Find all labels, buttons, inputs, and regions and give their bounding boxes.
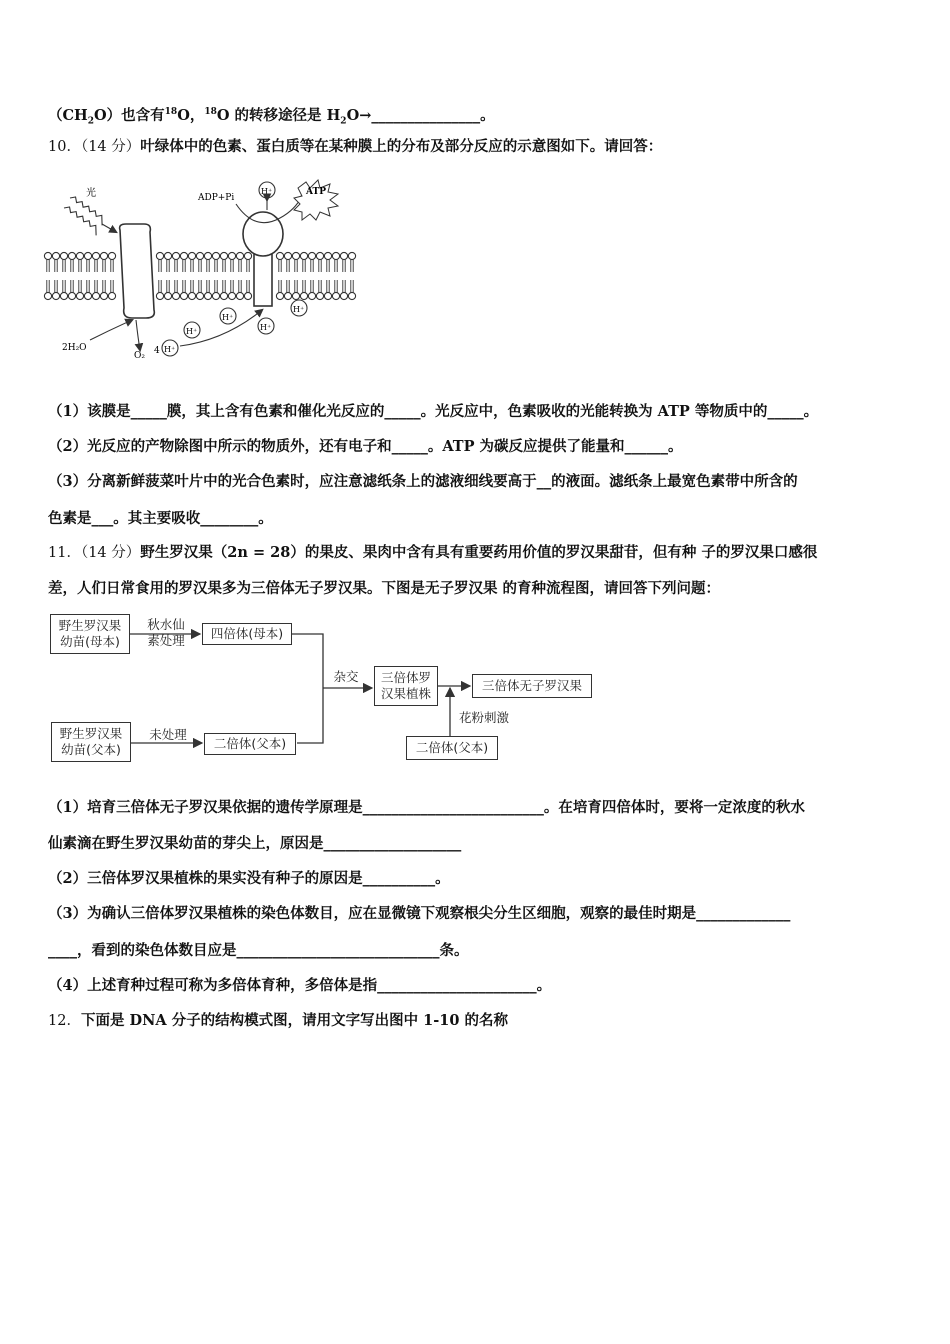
q11-header: [48, 543, 817, 563]
atp-label: ATP: [306, 187, 326, 197]
photosystem-protein: [120, 224, 155, 318]
q9-text-c: O，: [177, 106, 205, 124]
svg-text:H⁺: H⁺: [261, 187, 273, 196]
lipid-head-bottom: [332, 280, 339, 300]
lipid-head-bottom: [300, 280, 307, 300]
lipid-head-top: [204, 252, 211, 272]
lipid-head-top: [212, 252, 219, 272]
q10-score: （14 分）: [80, 139, 141, 155]
light-wave-icon: [62, 195, 116, 236]
lipid-head-top: [180, 252, 187, 272]
lipid-head-top: [68, 252, 75, 272]
o2-label: O₂: [134, 351, 145, 361]
q9-text-b: O）也含有: [94, 106, 165, 124]
q10-sub3a: （3）分离新鲜菠菜叶片中的光合色素时，应注意滤纸条上的滤液细线要高于__的液面。滤纸条上最宽色素带中所含的: [48, 473, 798, 490]
h-ion-top: [259, 182, 275, 198]
lipid-head-bottom: [100, 280, 107, 300]
lipid-head-top: [348, 252, 355, 272]
q11-number: 11．: [48, 545, 81, 561]
q9-tail-line: [48, 102, 495, 132]
box-triploid-plant: 三倍体罗 汉果植株: [374, 666, 438, 706]
lipid-head-top: [84, 252, 91, 272]
lipid-head-bottom: [172, 280, 179, 300]
q9-sub1: 2: [87, 116, 95, 127]
atp-burst-icon: [294, 180, 338, 220]
svg-text:H⁺: H⁺: [260, 323, 272, 332]
q9-sup1: 18: [164, 107, 178, 117]
label-untreated: 未处理: [149, 727, 187, 742]
lipid-head-bottom: [204, 280, 211, 300]
lipid-head-bottom: [220, 280, 227, 300]
lipid-head-bottom: [76, 280, 83, 300]
lipid-head-top: [228, 252, 235, 272]
lipid-head-top: [308, 252, 315, 272]
q10-sub1: （1）该膜是_____膜，其上含有色素和催化光反应的_____。光反应中，色素吸收的光能转换为 ATP 等物质中的_____。: [48, 403, 819, 420]
lipid-head-bottom: [156, 280, 163, 300]
lipid-head-bottom: [308, 280, 315, 300]
lipid-head-bottom: [52, 280, 59, 300]
lipid-head-bottom: [164, 280, 171, 300]
box-wild-mother: 野生罗汉果 幼苗(母本): [50, 614, 130, 654]
label-cross: 杂交: [333, 669, 359, 684]
svg-text:H⁺: H⁺: [186, 327, 198, 336]
lipid-head-bottom: [348, 280, 355, 300]
lipid-head-top: [164, 252, 171, 272]
q12-number: 12．: [48, 1013, 81, 1029]
lipid-head-top: [92, 252, 99, 272]
lipid-head-top: [172, 252, 179, 272]
lipid-head-bottom: [212, 280, 219, 300]
q11-sub1b: 仙素滴在野生罗汉果幼苗的芽尖上，原因是___________________: [48, 835, 462, 852]
lipid-head-top: [52, 252, 59, 272]
q10-sub2: （2）光反应的产物除图中所示的物质外，还有电子和_____。ATP 为碳反应提供了能量和______。: [48, 438, 683, 455]
lipid-head-top: [60, 252, 67, 272]
q9-sub2: 2: [340, 116, 347, 127]
lipid-head-bottom: [228, 280, 235, 300]
box-wild-father: 野生罗汉果 幼苗(父本): [51, 722, 131, 762]
lipid-head-bottom: [292, 280, 299, 300]
q10-number: 10．: [48, 139, 81, 155]
lipid-head-top: [292, 252, 299, 272]
lipid-head-top: [332, 252, 339, 272]
lipid-head-top: [188, 252, 195, 272]
lipid-head-top: [220, 252, 227, 272]
lipid-head-bottom: [44, 280, 51, 300]
lipid-head-bottom: [108, 280, 115, 300]
box-diploid-father-1: 二倍体(父本): [204, 733, 296, 755]
svg-text:H⁺: H⁺: [293, 305, 305, 314]
lipid-head-bottom: [276, 280, 283, 300]
h-ion-4: [184, 322, 200, 338]
h-ion-2: [291, 300, 307, 316]
lipid-head-top: [100, 252, 107, 272]
box-diploid-father-2: 二倍体(父本): [406, 736, 498, 760]
thylakoid-membrane-diagram: [40, 170, 370, 370]
lipid-head-bottom: [188, 280, 195, 300]
lipid-head-bottom: [284, 280, 291, 300]
q11-sub2: （2）三倍体罗汉果植株的果实没有种子的原因是__________。: [48, 870, 450, 887]
q11-text2: 差，人们日常食用的罗汉果多为三倍体无子罗汉果。下图是无子罗汉果 的育种流程图，请回答下列问题：: [48, 580, 721, 597]
lipid-head-bottom: [340, 280, 347, 300]
lipid-head-bottom: [60, 280, 67, 300]
q12-text: 下面是 DNA 分子的结构模式图，请用文字写出图中 1-10 的名称: [80, 1012, 509, 1029]
lipid-head-top: [300, 252, 307, 272]
q9-text-e: O→_______________。: [346, 106, 495, 124]
svg-text:H⁺: H⁺: [222, 313, 234, 322]
lipid-head-bottom: [244, 280, 251, 300]
lipid-head-top: [244, 252, 251, 272]
q11-sub3a: （3）为确认三倍体罗汉果植株的染色体数目，应在显微镜下观察根尖分生区细胞，观察的最佳时期是_____________: [48, 905, 791, 922]
lipid-head-top: [340, 252, 347, 272]
lipid-head-top: [284, 252, 291, 272]
q12-line: [48, 1011, 508, 1031]
svg-text:H⁺: H⁺: [164, 345, 176, 354]
q9-text-a: （CH: [48, 106, 88, 124]
lipid-head-bottom: [236, 280, 243, 300]
lipid-head-bottom: [324, 280, 331, 300]
lipid-head-top: [276, 252, 283, 272]
light-label: 光: [86, 188, 96, 199]
q11-sub3b: ____，看到的染色体数目应是____________________________条。: [48, 942, 469, 959]
lipid-head-bottom: [316, 280, 323, 300]
q11-score: （14 分）: [80, 545, 141, 561]
lipid-head-bottom: [84, 280, 91, 300]
q10-text: 叶绿体中的色素、蛋白质等在某种膜上的分布及部分反应的示意图如下。请回答：: [140, 138, 663, 155]
h-ion-3: [258, 318, 274, 334]
box-seedless-fruit: 三倍体无子罗汉果: [472, 674, 592, 698]
lipid-head-top: [44, 252, 51, 272]
lipid-head-top: [76, 252, 83, 272]
lipid-head-top: [196, 252, 203, 272]
lipid-bilayer: [44, 252, 355, 299]
lipid-head-bottom: [92, 280, 99, 300]
lipid-head-top: [324, 252, 331, 272]
q11-text1: 野生罗汉果（2n = 28）的果皮、果肉中含有具有重要药用价值的罗汉果甜苷，但有种 子的罗汉果口感很: [140, 544, 818, 561]
q11-sub1a: （1）培育三倍体无子罗汉果依据的遗传学原理是_________________________。在培育四倍体时，要将一定浓度的秋水: [48, 799, 805, 816]
four-label: 4: [154, 346, 160, 356]
adp-label: ADP+Pi: [198, 193, 235, 203]
label-colchicine: 秋水仙 素处理: [147, 617, 185, 648]
q9-text-d: O 的转移途径是 H: [216, 106, 341, 124]
lipid-head-top: [108, 252, 115, 272]
q11-sub4: （4）上述育种过程可称为多倍体育种，多倍体是指______________________。: [48, 977, 552, 994]
lipid-head-top: [316, 252, 323, 272]
q10-sub3b: 色素是___。其主要吸收________。: [48, 510, 273, 527]
lipid-head-bottom: [196, 280, 203, 300]
q9-sup2: 18: [204, 107, 217, 117]
lipid-head-top: [236, 252, 243, 272]
q10-header: [48, 137, 662, 157]
label-pollen-stimulation: 花粉刺激: [458, 710, 509, 725]
h-ion-5: [162, 340, 178, 356]
lipid-head-bottom: [180, 280, 187, 300]
box-tetraploid-mother: 四倍体(母本): [202, 623, 292, 645]
lipid-head-bottom: [68, 280, 75, 300]
water-label: 2H₂O: [62, 343, 87, 353]
h-ion-1: [220, 308, 236, 324]
lipid-head-top: [156, 252, 163, 272]
